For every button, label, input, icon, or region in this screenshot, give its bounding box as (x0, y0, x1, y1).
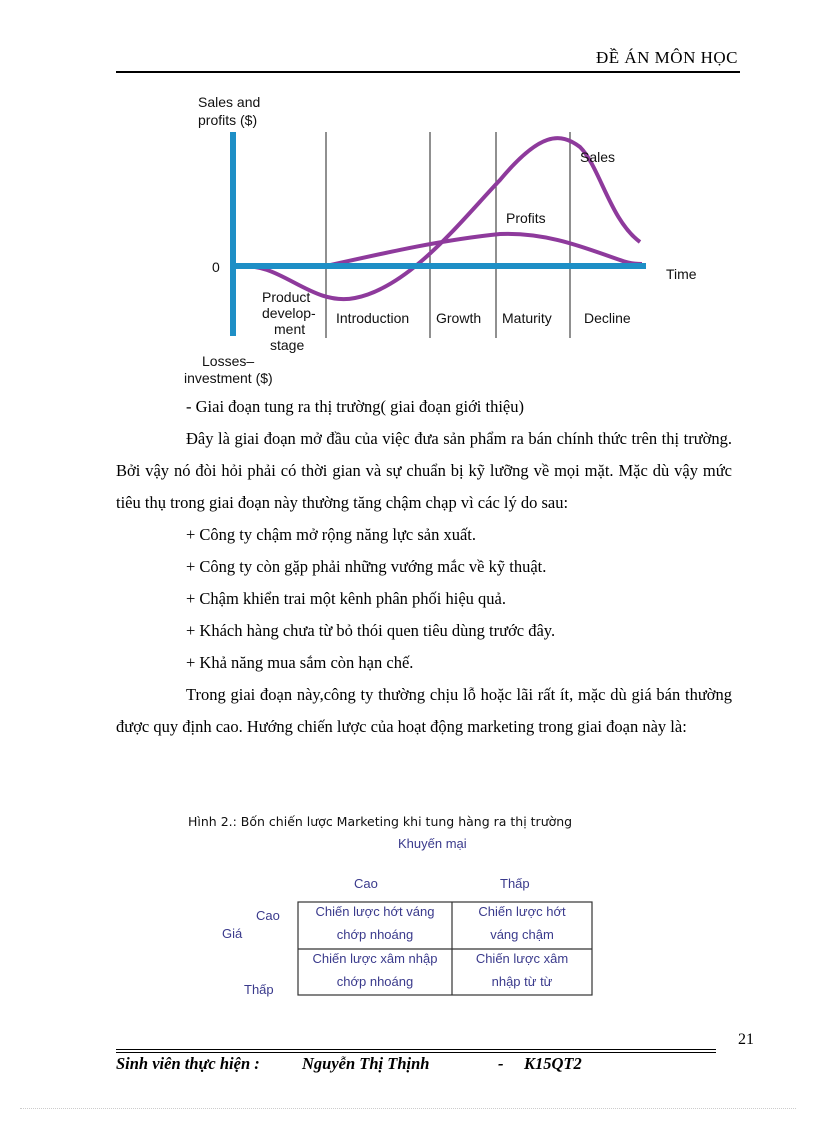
series-label-sales: Sales (580, 149, 616, 165)
footer-rule (116, 1052, 716, 1053)
header-rule (116, 71, 740, 73)
matrix-col-high: Cao (354, 876, 378, 891)
stage-decline: Decline (584, 310, 631, 326)
stage-introduction: Introduction (336, 310, 410, 326)
footer-separator: - (498, 1054, 504, 1073)
reason-item: + Công ty chậm mở rộng năng lực sản xuất. (186, 525, 477, 544)
section-heading: - Giai đoạn tung ra thị trường( giai đoạn giới thiệu) (186, 397, 524, 416)
stage-pd-1: Product (262, 289, 311, 305)
paragraph-strategy: Trong giai đoạn này,công ty thường chịu lỗ hoặc lãi rất ít, mặc dù giá bán thường được quy định cao. Hướng chiến lược của hoạt động marketing trong giai đoạn này là: (116, 685, 732, 736)
matrix-col-low: Thấp (500, 876, 530, 891)
profits-curve (326, 234, 642, 266)
product-life-cycle-chart (180, 92, 720, 392)
cell-skimming-fast-2: chớp nhoáng (336, 927, 414, 942)
reason-item: + Khách hàng chưa từ bỏ thói quen tiêu dùng trước đây. (186, 621, 556, 640)
matrix-row-low: Thấp (244, 982, 274, 997)
plc-y-label-2: profits ($) (198, 112, 258, 128)
footer (116, 1054, 582, 1074)
loss-label-1: Losses– (202, 353, 255, 369)
page-number: 21 (738, 1031, 754, 1048)
loss-label-2: investment ($) (184, 370, 273, 386)
x-axis (236, 263, 646, 269)
footer-class-code: K15QT2 (524, 1054, 582, 1073)
series-label-profits: Profits (506, 210, 546, 226)
cell-penetration-slow-1: Chiến lược xâm (475, 951, 569, 966)
stage-pd-4: stage (270, 337, 305, 353)
reason-item: + Công ty còn gặp phải những vướng mắc về kỹ thuật. (186, 557, 547, 576)
body-text (116, 391, 732, 743)
y-axis (230, 132, 236, 336)
cell-penetration-fast-2: chớp nhoáng (336, 974, 414, 989)
stage-pd-3: ment (274, 321, 306, 337)
footer-rule (116, 1049, 716, 1050)
paragraph-intro: Đây là giai đoạn mở đầu của việc đưa sản phẩm ra bán chính thức trên thị trường. Bởi vậy nó đòi hỏi phải có thời gian và sự chuẩn bị kỹ lưỡng về mọi mặt. Mặc dù vậy mức tiêu thụ trong giai đoạn này thường tăng chậm chạp vì các lý do sau: (116, 429, 732, 512)
matrix-row-high: Cao (256, 908, 280, 923)
stage-maturity: Maturity (502, 310, 552, 326)
cell-skimming-fast-1: Chiến lược hớt váng (315, 904, 435, 919)
page-bottom-rule (20, 1108, 796, 1109)
cell-penetration-slow-2: nhập từ từ (491, 974, 553, 989)
header-title: ĐỀ ÁN MÔN HỌC (595, 48, 738, 67)
zero-label: 0 (212, 259, 220, 275)
matrix-top-header: Khuyến mại (398, 836, 467, 851)
cell-skimming-slow-1: Chiến lược hớt (478, 904, 566, 919)
footer-student-name: Nguyễn Thị Thịnh (302, 1054, 430, 1073)
reason-item: + Khả năng mua sắm còn hạn chế. (186, 653, 414, 672)
plc-y-label-1: Sales and (198, 94, 261, 110)
figure-caption: Hình 2.: Bốn chiến lược Marketing khi tung hàng ra thị trường (188, 814, 573, 829)
matrix-row-axis: Giá (222, 926, 243, 941)
strategy-matrix (210, 832, 610, 1002)
reason-item: + Chậm khiển trai một kênh phân phối hiệu quả. (186, 589, 506, 608)
footer-label: Sinh viên thực hiện : (116, 1054, 260, 1073)
cell-skimming-slow-2: váng chậm (490, 927, 554, 942)
stage-pd-2: develop- (262, 305, 316, 321)
cell-penetration-fast-1: Chiến lược xâm nhập (312, 951, 438, 966)
stage-growth: Growth (436, 310, 482, 326)
x-axis-label: Time (666, 266, 697, 282)
